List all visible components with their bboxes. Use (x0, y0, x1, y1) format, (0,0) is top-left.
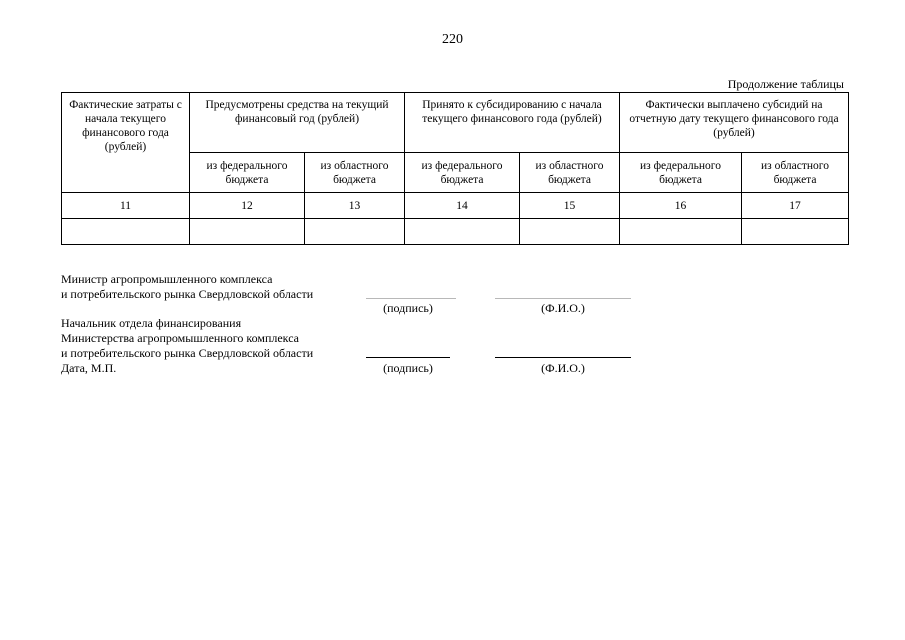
header-accepted-for-subsidy: Принято к субсидированию с начала текущего финансового года (рублей) (405, 93, 620, 153)
column-number: 16 (620, 193, 742, 219)
subsidy-table (61, 92, 849, 245)
head-title-line: Министерства агропромышленного комплекса (61, 331, 300, 345)
minister-title-line: и потребительского рынка Свердловской области (61, 287, 314, 301)
empty-cell (62, 219, 190, 245)
subheader-federal: из федерального бюджета (405, 153, 520, 193)
name-caption: (Ф.И.О.) (541, 301, 585, 315)
signature-caption: (подпись) (383, 301, 433, 315)
empty-cell (190, 219, 305, 245)
minister-title (61, 272, 313, 302)
continuation-label: Продолжение таблицы (727, 77, 844, 91)
name-caption: (Ф.И.О.) (541, 361, 585, 375)
minister-name-line (495, 298, 631, 299)
empty-cell (620, 219, 742, 245)
column-number: 13 (305, 193, 405, 219)
head-title-line: и потребительского рынка Свердловской области (61, 346, 314, 360)
subheader-federal: из федерального бюджета (620, 153, 742, 193)
empty-cell (742, 219, 849, 245)
minister-title-line: Министр агропромышленного комплекса (61, 272, 273, 286)
signature-caption: (подпись) (383, 361, 433, 375)
table-header-row (62, 93, 849, 153)
column-number-row (62, 193, 849, 219)
header-planned-funds: Предусмотрены средства на текущий финансовый год (рублей) (190, 93, 405, 153)
empty-data-row (62, 219, 849, 245)
subheader-regional: из областного бюджета (520, 153, 620, 193)
head-title-line: Начальник отдела финансирования (61, 316, 242, 330)
head-title (61, 316, 313, 376)
column-number: 17 (742, 193, 849, 219)
head-name-line (495, 357, 631, 358)
column-number: 12 (190, 193, 305, 219)
date-label: Дата, М.П. (61, 361, 117, 375)
column-number: 15 (520, 193, 620, 219)
header-actual-costs: Фактические затраты с начала текущего финансового года (рублей) (62, 93, 190, 193)
column-number: 11 (62, 193, 190, 219)
empty-cell (305, 219, 405, 245)
subheader-regional: из областного бюджета (742, 153, 849, 193)
empty-cell (405, 219, 520, 245)
header-actually-paid: Фактически выплачено субсидий на отчетную дату текущего финансового года (рублей) (620, 93, 849, 153)
empty-cell (520, 219, 620, 245)
column-number: 14 (405, 193, 520, 219)
page-number: 220 (442, 32, 463, 47)
subheader-federal: из федерального бюджета (190, 153, 305, 193)
subheader-regional: из областного бюджета (305, 153, 405, 193)
minister-signature-line (366, 298, 456, 299)
head-signature-line (366, 357, 450, 358)
